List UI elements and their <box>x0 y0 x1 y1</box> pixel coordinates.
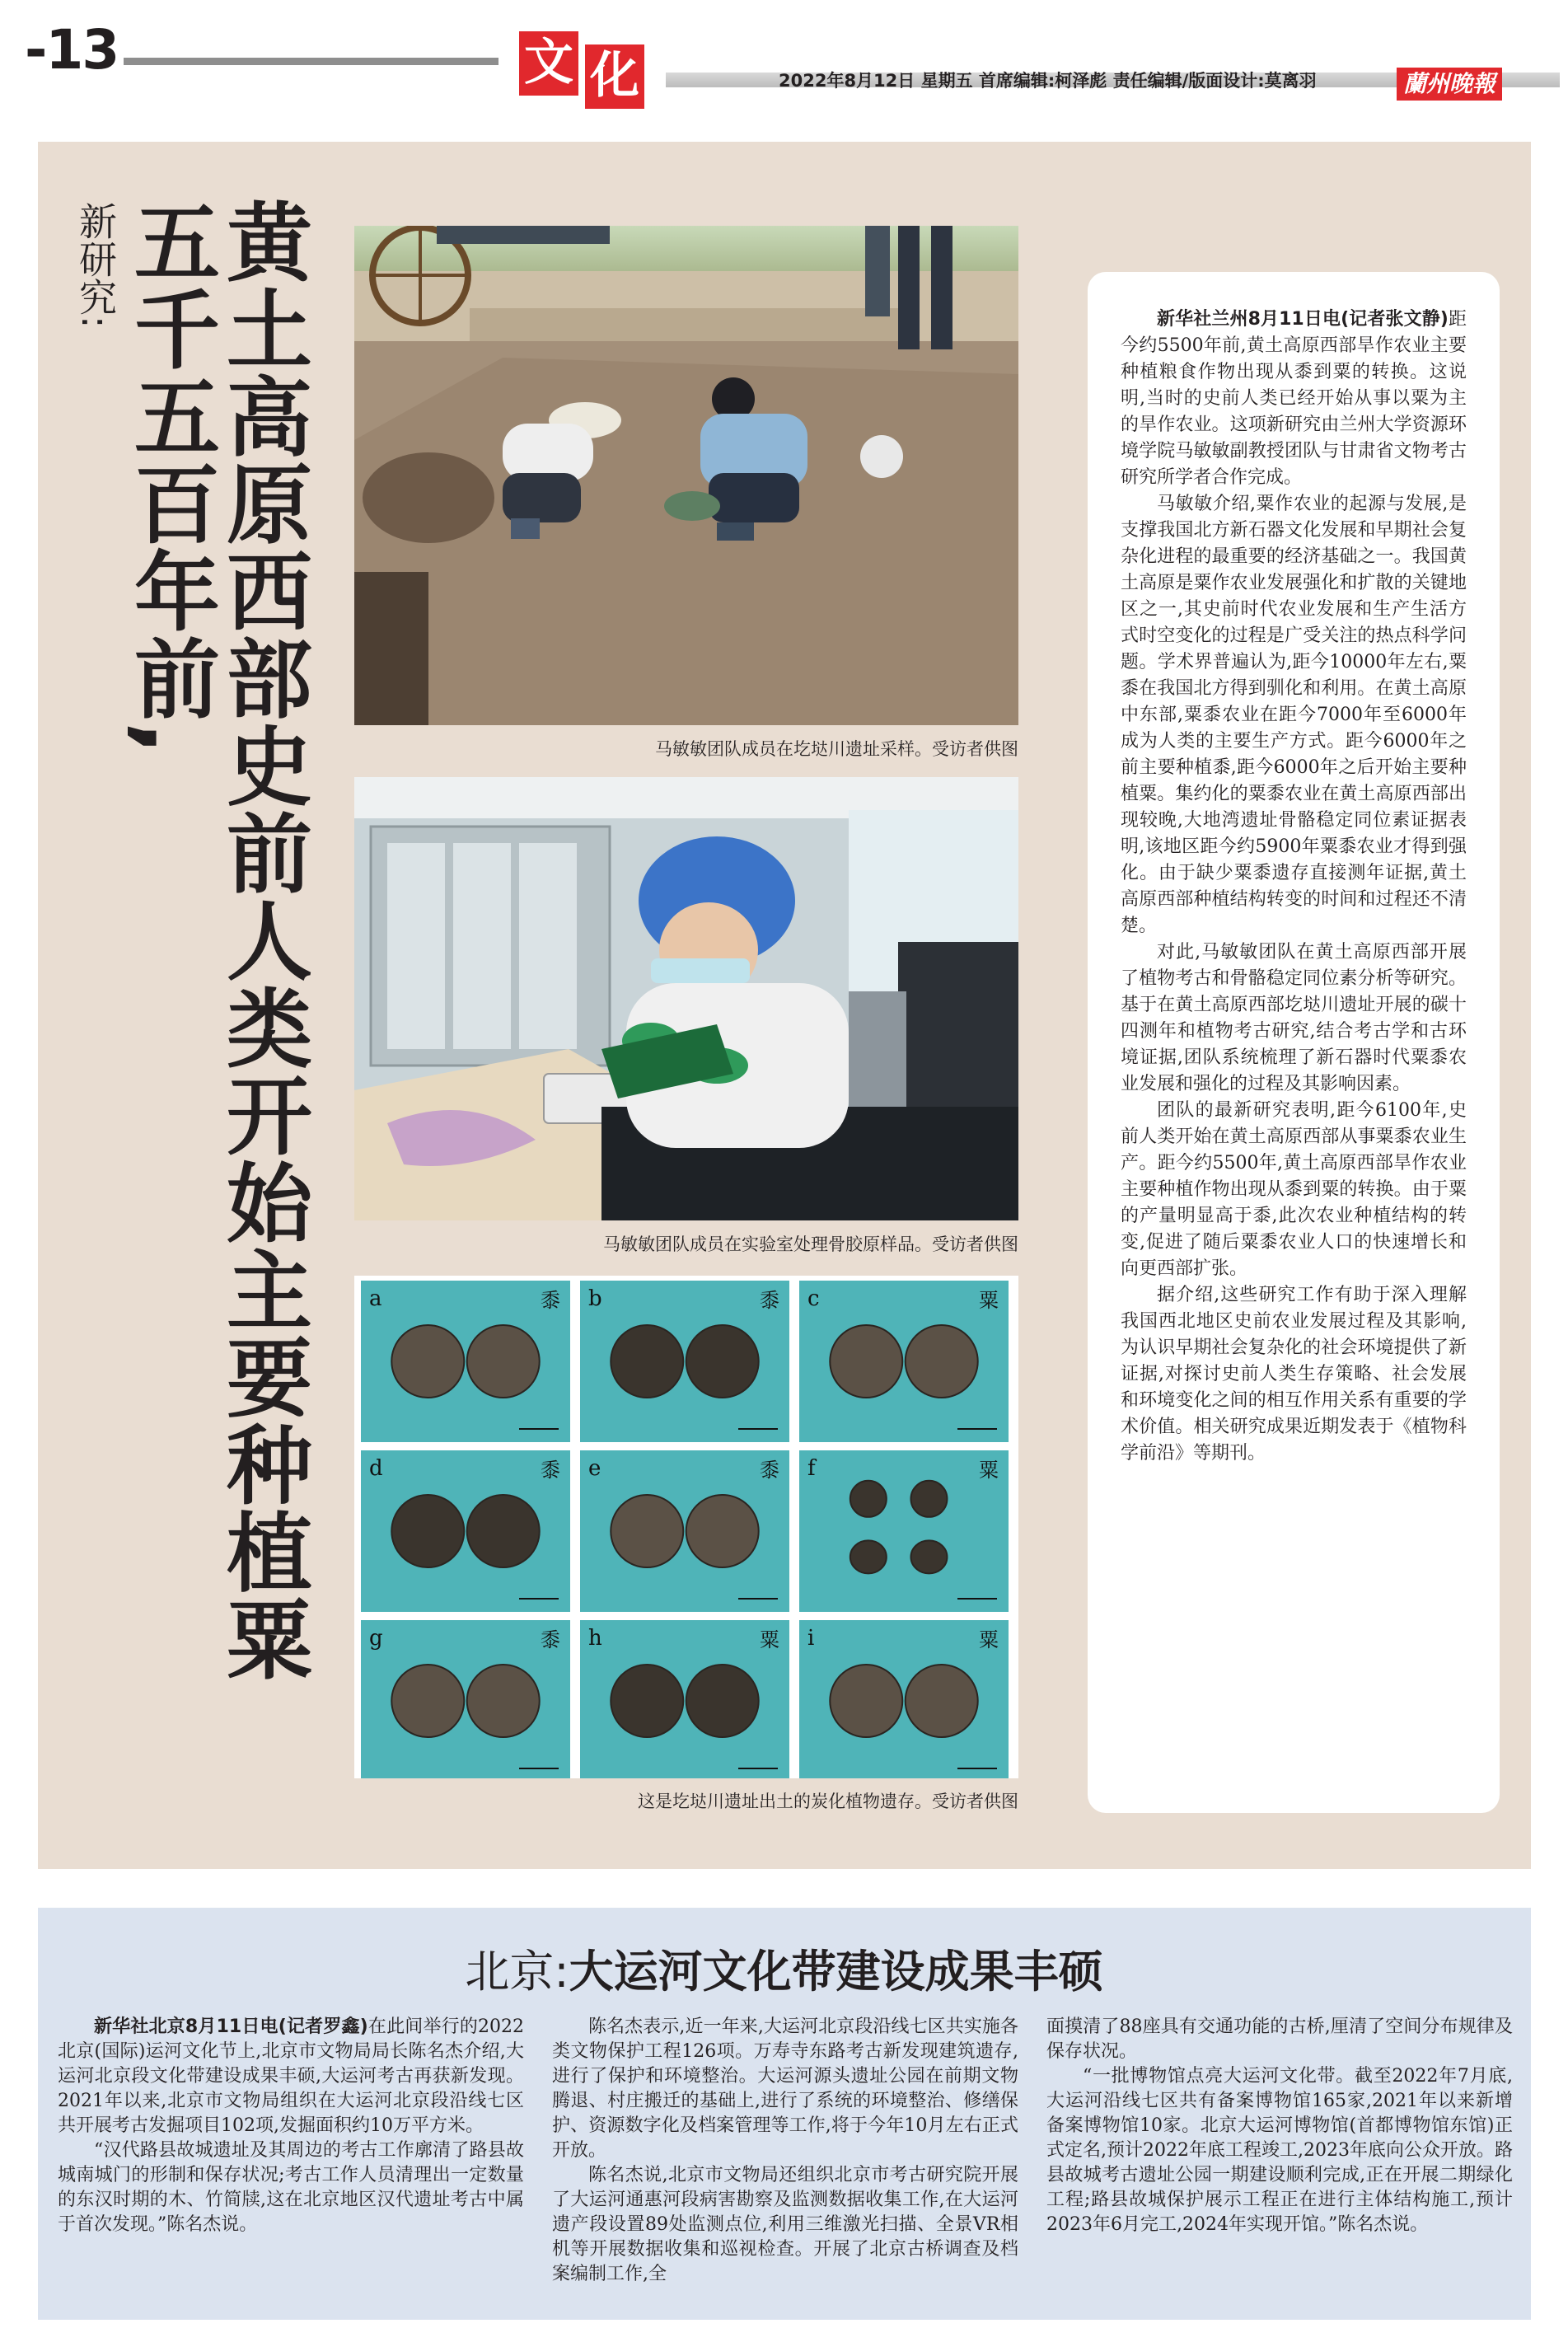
feature-article <box>1088 272 1500 1813</box>
seed-panel-letter: g <box>369 1626 383 1651</box>
lower-paragraph: “汉代路县故城遗址及其周边的考古工作廓清了路县故城南城门的形制和保存状况;考古工作人员清理出一定数量的东汉时期的木、竹简牍,这在北京地区汉代遗址考古中属于首次发现。”陈名杰说。 <box>58 2140 524 2235</box>
lower-paragraph: 陈名杰说,北京市文物局还组织北京市考古研究院开展了大运河通惠河段病害勘察及监测数据收集工作,在大运河遗产段设置89处监测点位,利用三维激光扫描、全景VR相机等开展数据收集和巡视检查。开展了北京古桥调查及档案编制工作,全 <box>552 2165 1018 2284</box>
lower-paragraph: 陈名杰表示,近一年来,大运河北京段沿线七区共实施各类文物保护工程126项。万寿寺东路考古新发现建筑遗存,进行了保护和环境整治。大运河源头遗址公园在前期文物腾退、村庄搬迁的基础上,进行了系统的环境整治、修缮保护、资源数字化及档案管理等工作,将于今年10月左右正式开放。 <box>552 2017 1018 2161</box>
seed-grain <box>467 1495 540 1567</box>
seed-panel-e <box>580 1450 789 1612</box>
seed-panel-letter: e <box>588 1456 601 1481</box>
seed-grain <box>850 1481 887 1517</box>
seed-panel-type: 粟 <box>979 1459 999 1482</box>
seed-grain <box>830 1325 902 1398</box>
seed-grain <box>686 1665 759 1737</box>
seed-panel-type: 黍 <box>541 1628 560 1651</box>
seed-grain <box>611 1665 683 1737</box>
header-rule <box>124 58 498 65</box>
seed-grain <box>850 1540 887 1573</box>
article-paragraph: 新华社兰州8月11日电(记者张文静)距今约5500年前,黄土高原西部旱作农业主要种植粮食作物出现从黍到粟的转换。这说明,当时的史前人类已经开始从事以粟为主的旱作农业。这项新研究由兰州大学资源环境学院马敏敏副教授团队与甘肃省文物考古研究所学者合作完成。 <box>1121 309 1467 488</box>
seed-panel-a <box>361 1281 570 1442</box>
seed-panel-letter: i <box>807 1626 815 1651</box>
page-number: -13 <box>25 18 119 82</box>
lower-article-title <box>0 1937 1568 2000</box>
feature-kicker: 新研究: <box>73 202 118 329</box>
seed-panel-letter: f <box>807 1456 816 1481</box>
lab-photo <box>354 777 1018 1220</box>
seed-grain <box>391 1495 464 1567</box>
lower-column-1 <box>58 2015 524 2237</box>
seed-panel-letter: a <box>369 1286 382 1311</box>
seed-panel-letter: h <box>588 1626 602 1651</box>
section-tag-char-1: 文 <box>519 31 578 96</box>
lower-column-3 <box>1046 2015 1513 2237</box>
seed-panel-letter: c <box>807 1286 820 1311</box>
caption-seeds: 这是圪垯川遗址出土的炭化植物遗存。受访者供图 <box>638 1792 1018 1811</box>
header-info: 2022年8月12日 星期五 首席编辑:柯泽彪 责任编辑/版面设计:莫离羽 <box>779 71 1317 91</box>
seed-grain <box>830 1665 902 1737</box>
caption-lab: 马敏敏团队成员在实验室处理骨胶原样品。受访者供图 <box>603 1234 1018 1254</box>
seed-panel-type: 黍 <box>541 1459 560 1482</box>
lower-paragraph: 面摸清了88座具有交通功能的古桥,厘清了空间分布规律及保存状况。 <box>1046 2017 1513 2062</box>
seed-panel-d <box>361 1450 570 1612</box>
seed-grain <box>906 1325 978 1398</box>
seed-grain <box>467 1325 540 1398</box>
seed-panel-letter: b <box>588 1286 602 1311</box>
seed-panel-f <box>799 1450 1009 1612</box>
lower-column-2 <box>552 2015 1018 2287</box>
seed-panel-i <box>799 1620 1009 1778</box>
seed-grain <box>910 1540 947 1573</box>
newspaper-logo: 蘭州晚報 <box>1397 68 1502 101</box>
lower-paragraph: 新华社北京8月11日电(记者罗鑫)在此间举行的2022北京(国际)运河文化节上,北京市文物局局长陈名杰介绍,大运河北京段文化带建设成果丰硕,大运河考古再获新发现。2021年以来,北京市文物局组织在大运河北京段沿线七区共开展考古发掘项目102项,发掘面积约10万平方米。 <box>58 2017 524 2136</box>
seed-panel-type: 黍 <box>541 1289 560 1312</box>
seed-grain <box>686 1495 759 1567</box>
lower-title-main: 大运河文化带建设成果丰硕 <box>569 1946 1103 1998</box>
seed-panel-type: 粟 <box>979 1289 999 1312</box>
headline-line-2: 五千五百年前, <box>119 198 220 756</box>
seed-panel-g <box>361 1620 570 1778</box>
lower-dateline: 新华社北京8月11日电(记者罗鑫) <box>94 2017 368 2037</box>
lower-paragraph: “一批博物馆点亮大运河文化带。截至2022年7月底,大运河沿线七区共有备案博物馆165家,2021年以来新增备案博物馆10家。北京大运河博物馆(首都博物馆东馆)正式定名,预计2022年底工程竣工,2023年底向公众开放。路县故城考古遗址公园一期建设顺利完成,正在开展二期绿化工程;路县故城保护展示工程正在进行主体结构施工,预计2023年6月完工,2024年实现开馆。”陈名杰说。 <box>1046 2066 1513 2235</box>
excavation-photo <box>354 226 1018 725</box>
article-paragraph: 据介绍,这些研究工作有助于深入理解我国西北地区史前农业发展过程及其影响,为认识早期社会复杂化的社会环境提供了新证据,对探讨史前人类生存策略、社会发展和环境变化之间的相互作用关系有重要的学术价值。相关研究成果近期发表于《植物科学前沿》等期刊。 <box>1121 1285 1467 1464</box>
lower-title-prefix: 北京: <box>465 1946 569 1998</box>
seed-panel-type: 粟 <box>979 1628 999 1651</box>
seed-panel-h <box>580 1620 789 1778</box>
seed-panel-type: 黍 <box>760 1459 779 1482</box>
article-dateline: 新华社兰州8月11日电(记者张文静) <box>1157 309 1449 330</box>
seed-panel-letter: d <box>369 1456 383 1481</box>
seed-panel-c <box>799 1281 1009 1442</box>
seed-grain <box>391 1665 464 1737</box>
seed-panel-b <box>580 1281 789 1442</box>
article-paragraph: 马敏敏介绍,粟作农业的起源与发展,是支撑我国北方新石器文化发展和早期社会复杂化进程的最重要的经济基础之一。我国黄土高原是粟作农业发展强化和扩散的关键地区之一,其史前时代农业发展和生产生活方式时空变化的过程是广受关注的热点科学问题。学术界普遍认为,距今10000年左右,粟黍在我国北方得到驯化和利用。在黄土高原中东部,粟黍农业在距今7000年至6000年成为人类的主要生产方式。距今6000年之前主要种植黍,距今6000年之后开始主要种植粟。集约化的粟黍农业在黄土高原西部出现较晚,大地湾遗址骨骼稳定同位素证据表明,该地区距今约5900年粟黍农业才得到强化。由于缺少粟黍遗存直接测年证据,黄土高原西部种植结构转变的时间和过程还不清楚。 <box>1121 494 1467 936</box>
section-tag-char-2: 化 <box>585 44 644 109</box>
article-paragraph: 对此,马敏敏团队在黄土高原西部开展了植物考古和骨骼稳定同位素分析等研究。基于在黄土高原西部圪垯川遗址开展的碳十四测年和植物考古研究,结合考古学和古环境证据,团队系统梳理了新石器时代粟黍农业发展和强化的过程及其影响因素。 <box>1121 942 1467 1094</box>
seed-grain <box>686 1325 759 1398</box>
caption-excavation: 马敏敏团队成员在圪垯川遗址采样。受访者供图 <box>655 739 1018 759</box>
seed-grain <box>910 1481 947 1517</box>
article-paragraph: 团队的最新研究表明,距今6100年,史前人类开始在黄土高原西部从事粟黍农业生产。距今约5500年,黄土高原西部旱作农业主要种植作物出现从黍到粟的转换。由于粟的产量明显高于黍,此次农业种植结构的转变,促进了随后粟黍农业人口的快速增长和向更西部扩张。 <box>1121 1100 1467 1279</box>
seed-grain <box>467 1665 540 1737</box>
seed-grain <box>391 1325 464 1398</box>
headline-line-1: 黄土高原西部史前人类开始主要种植粟 <box>212 198 312 1683</box>
seed-grain <box>906 1665 978 1737</box>
seed-panel-type: 黍 <box>760 1289 779 1312</box>
seed-panel-type: 粟 <box>760 1628 779 1651</box>
seed-grain <box>611 1325 683 1398</box>
seed-grid-photo <box>354 1276 1018 1778</box>
seed-grain <box>611 1495 683 1567</box>
